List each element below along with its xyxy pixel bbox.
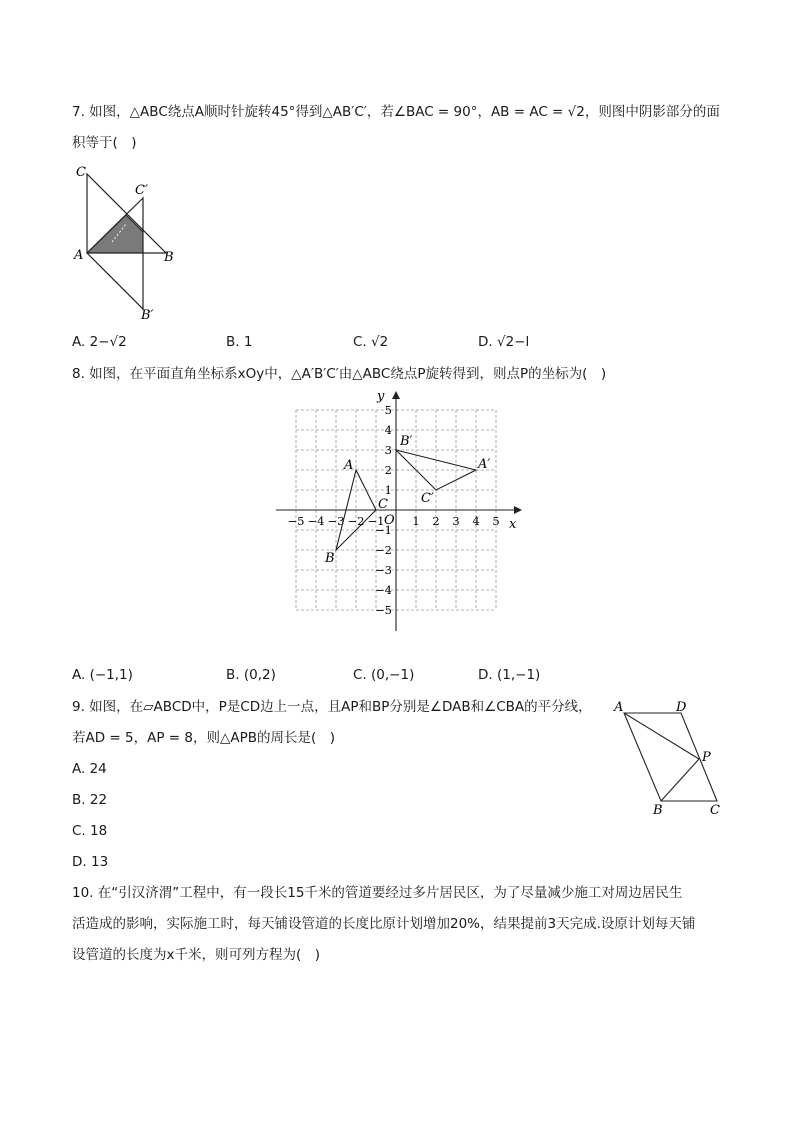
q8-label-a-prime: A′ bbox=[478, 457, 491, 472]
q8-y-tick-label: 1 bbox=[384, 483, 392, 497]
q8-x-tick-label: −3 bbox=[327, 514, 345, 528]
q7-label-b-prime: B′ bbox=[141, 308, 154, 323]
q8-x-tick-label: 5 bbox=[492, 514, 500, 528]
q8-y-axis-arrow bbox=[392, 391, 400, 399]
q8-label-c-prime: C′ bbox=[421, 491, 434, 506]
q9-label-c: C bbox=[710, 803, 720, 818]
q7-option-a-text: 2−√2 bbox=[89, 334, 127, 350]
q8-option-c bbox=[353, 666, 414, 684]
q9-option-b-text: 22 bbox=[89, 792, 108, 808]
q8-y-tick-label: −1 bbox=[375, 523, 392, 537]
q8-y-tick-label: −2 bbox=[375, 543, 392, 557]
q9-option-d-key: D. bbox=[72, 854, 87, 870]
q7-shaded-region bbox=[87, 215, 143, 253]
q9-label-d: D bbox=[676, 700, 687, 715]
q9-label-a: A bbox=[614, 700, 624, 715]
q8-x-tick-label: −2 bbox=[347, 514, 365, 528]
q8-label-c: C bbox=[378, 497, 388, 512]
q8-option-d bbox=[478, 666, 540, 684]
q9-option-b-key: B. bbox=[72, 792, 86, 808]
q10-stem-line3: 设管道的长度为x千米，则可列方程为( ) bbox=[72, 947, 321, 963]
q7-option-a-key: A. bbox=[72, 334, 86, 350]
q9-parallelogram-figure bbox=[610, 698, 740, 818]
q7-option-d-key: D. bbox=[478, 334, 493, 350]
q9-option-c-key: C. bbox=[72, 823, 86, 839]
q9-option-a-text: 24 bbox=[89, 761, 107, 777]
q7-option-c-text: √2 bbox=[371, 334, 389, 350]
q7-figure bbox=[70, 162, 190, 322]
q8-x-tick-label: 3 bbox=[452, 514, 460, 528]
q8-y-tick-label: −5 bbox=[375, 603, 392, 617]
q8-x-tick-label: −4 bbox=[307, 514, 325, 528]
q8-y-tick-label: 3 bbox=[384, 443, 392, 457]
q9-stem-line1: 9. 如图，在▱ABCD中，P是CD边上一点，且AP和BP分别是∠DAB和∠CBA的平分线， bbox=[72, 699, 592, 715]
q7-label-b: B bbox=[164, 250, 174, 265]
q8-y-tick-label: −3 bbox=[375, 563, 392, 577]
q8-label-b-prime: B′ bbox=[400, 434, 413, 449]
q9-segment-ap bbox=[624, 713, 699, 759]
q7-label-c: C bbox=[76, 165, 86, 180]
q8-option-b-text: (0,2) bbox=[243, 667, 276, 683]
q8-x-tick-label: −1 bbox=[367, 514, 385, 528]
q8-label-a: A bbox=[344, 458, 354, 473]
q8-option-b bbox=[226, 666, 276, 684]
q7-stem-line2: 积等于( ) bbox=[72, 135, 137, 151]
q7-option-b-text: 1 bbox=[243, 334, 253, 350]
q9-segment-bp bbox=[661, 759, 699, 801]
q8-option-a-text: (−1,1) bbox=[89, 667, 133, 683]
q9-option-b bbox=[72, 791, 107, 809]
q8-y-tick-label: 4 bbox=[384, 423, 392, 437]
q7-label-a: A bbox=[74, 248, 84, 263]
q9-label-p: P bbox=[702, 750, 711, 765]
q8-option-c-key: C. bbox=[353, 667, 367, 683]
q7-option-d bbox=[478, 333, 529, 351]
q8-label-b: B bbox=[325, 551, 335, 566]
q9-option-c-text: 18 bbox=[90, 823, 108, 839]
q8-option-a-key: A. bbox=[72, 667, 86, 683]
q7-option-a bbox=[72, 333, 127, 351]
q8-y-tick-label: 5 bbox=[384, 403, 392, 417]
q10-stem-line2: 活造成的影响，实际施工时，每天铺设管道的长度比原计划增加20%，结果提前3天完成.设原计划每天铺 bbox=[72, 916, 696, 932]
q8-coordinate-grid bbox=[270, 385, 530, 635]
q9-option-c bbox=[72, 822, 107, 840]
q7-option-c bbox=[353, 333, 388, 351]
q8-option-d-key: D. bbox=[478, 667, 493, 683]
q8-x-tick-label: 4 bbox=[472, 514, 480, 528]
q8-x-axis-label: x bbox=[509, 517, 517, 532]
q7-stem-line1: 7. 如图，△ABC绕点A顺时针旋转45°得到△AB′C′，若∠BAC = 90°，AB = AC = √2，则图中阴影部分的面 bbox=[72, 104, 720, 120]
q9-option-a-key: A. bbox=[72, 761, 86, 777]
q7-option-b-key: B. bbox=[226, 334, 240, 350]
q8-x-tick-label: 1 bbox=[412, 514, 420, 528]
q8-x-axis-arrow bbox=[514, 506, 522, 514]
q9-option-d-text: 13 bbox=[90, 854, 109, 870]
q8-origin-label: O bbox=[384, 513, 395, 528]
q8-option-d-text: (1,−1) bbox=[496, 667, 541, 683]
q8-y-tick-label: −4 bbox=[375, 583, 392, 597]
q9-option-d bbox=[72, 853, 108, 871]
q8-option-b-key: B. bbox=[226, 667, 240, 683]
q8-y-axis-label: y bbox=[377, 389, 385, 404]
q7-option-c-key: C. bbox=[353, 334, 367, 350]
q9-option-a bbox=[72, 760, 107, 778]
q8-x-tick-label: 2 bbox=[432, 514, 440, 528]
q7-option-b bbox=[226, 333, 252, 351]
q8-option-a bbox=[72, 666, 133, 684]
q8-y-tick-label: 2 bbox=[384, 463, 392, 477]
q9-stem-line2: 若AD = 5，AP = 8，则△APB的周长是( ) bbox=[72, 730, 336, 746]
q8-option-c-text: (0,−1) bbox=[371, 667, 415, 683]
q10-stem-line1: 10. 在“引汉济渭”工程中，有一段长15千米的管道要经过多片居民区，为了尽量减少施工对周边居民生 bbox=[72, 885, 683, 901]
q7-option-d-text: √2−l bbox=[496, 334, 530, 350]
q8-stem-line1: 8. 如图，在平面直角坐标系xOy中，△A′B′C′由△ABC绕点P旋转得到，则点P的坐标为( ) bbox=[72, 366, 607, 382]
q9-label-b: B bbox=[653, 803, 663, 818]
q7-label-c-prime: C′ bbox=[135, 183, 148, 198]
q8-x-tick-label: −5 bbox=[287, 514, 305, 528]
